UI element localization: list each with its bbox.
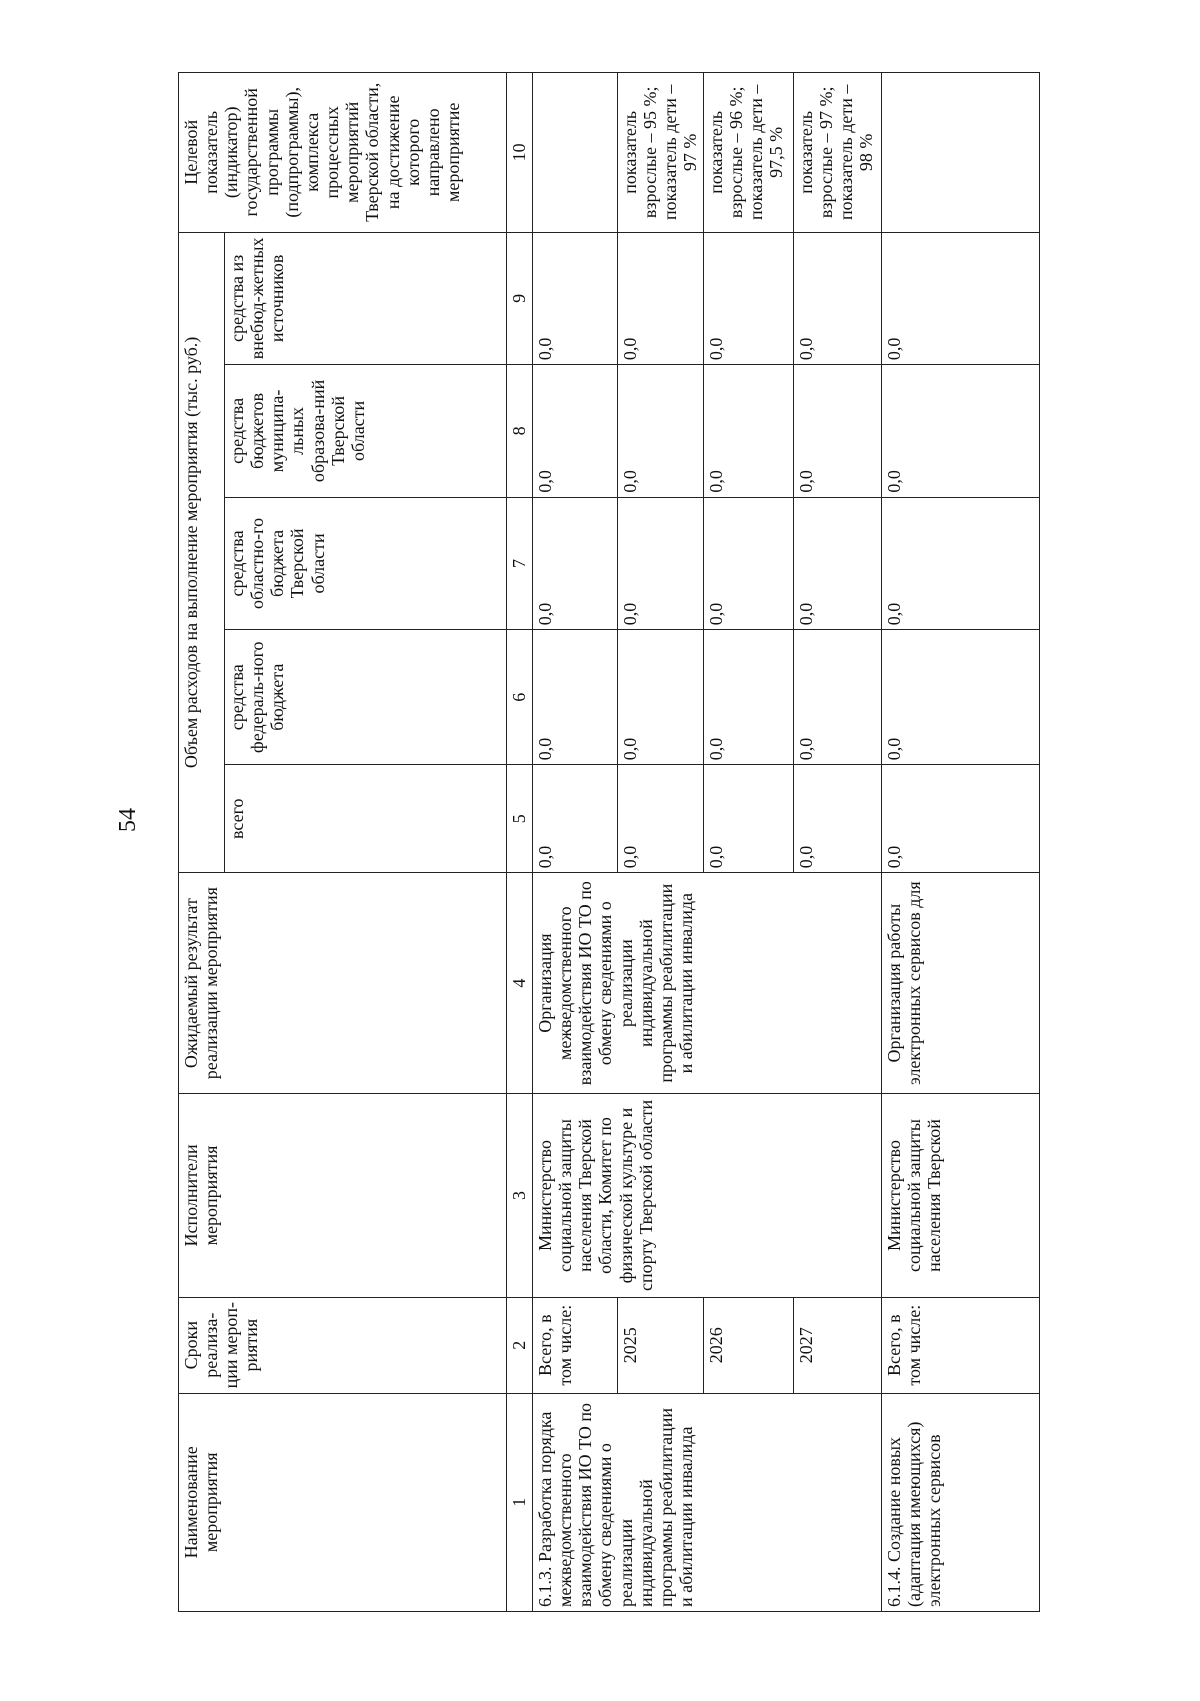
header-period: Сроки реализа-ции мероп-риятия (179, 1297, 507, 1393)
page-number: 54 (115, 808, 141, 832)
header-regional: средства областно-го бюджета Тверской области (225, 497, 507, 630)
target-indicator (881, 73, 1039, 233)
value-federal: 0,0 (793, 630, 881, 765)
value-extrabudget: 0,0 (881, 232, 1039, 365)
column-number: 6 (507, 630, 533, 765)
rotated-table-container (178, 72, 1033, 1612)
value-extrabudget: 0,0 (618, 232, 704, 365)
value-total: 0,0 (793, 765, 881, 873)
period-label: 2027 (793, 1297, 881, 1393)
value-regional: 0,0 (881, 497, 1039, 630)
period-label: 2025 (618, 1297, 704, 1393)
value-extrabudget: 0,0 (703, 232, 793, 365)
table-row (881, 73, 1039, 1612)
table-row (618, 73, 704, 1612)
column-number: 8 (507, 365, 533, 498)
value-regional: 0,0 (618, 497, 704, 630)
period-label: Всего, в том числе: (533, 1297, 618, 1393)
table-row (703, 73, 793, 1612)
activity-name: 6.1.3. Разработка порядка межведомственного взаимодействия ИО ТО по обмену сведениями о реализации индивидуальной программы реабилитации и абилитации инвалида (533, 1393, 882, 1611)
value-regional: 0,0 (703, 497, 793, 630)
target-indicator: показатель взрослые – 97 %; показатель дети – 98 % (793, 73, 881, 233)
value-total: 0,0 (618, 765, 704, 873)
table-row (793, 73, 881, 1612)
column-number: 3 (507, 1094, 533, 1298)
value-total: 0,0 (881, 765, 1039, 873)
period-label: Всего, в том числе: (881, 1297, 1039, 1393)
value-extrabudget: 0,0 (793, 232, 881, 365)
column-number: 1 (507, 1393, 533, 1611)
column-number: 10 (507, 73, 533, 233)
value-federal: 0,0 (881, 630, 1039, 765)
value-municipal: 0,0 (793, 365, 881, 498)
column-number: 5 (507, 765, 533, 873)
value-regional: 0,0 (533, 497, 618, 630)
column-number: 9 (507, 232, 533, 365)
header-federal: средства федераль-ного бюджета (225, 630, 507, 765)
value-municipal: 0,0 (533, 365, 618, 498)
header-municipal: средства бюджетов муниципа-льных образова-ний Тверской области (225, 365, 507, 498)
column-number: 2 (507, 1297, 533, 1393)
executors: Министерство социальной защиты населения Тверской (881, 1094, 1039, 1298)
header-target: Целевой показатель (индикатор) государственной программы (подпрограммы), комплекса процессных мероприятий Тверской области, на достижение которого направлено мероприятие (179, 73, 507, 233)
target-indicator: показатель взрослые – 95 %; показатель дети – 97 % (618, 73, 704, 233)
value-total: 0,0 (533, 765, 618, 873)
target-indicator: показатель взрослые – 96 %; показатель дети – 97,5 % (703, 73, 793, 233)
column-number: 4 (507, 873, 533, 1094)
executors: Министерство социальной защиты населения Тверской области, Комитет по физической культуре и спорту Тверской области (533, 1094, 882, 1298)
expected-result: Организация межведомственного взаимодействия ИО ТО по обмену сведениями о реализации индивидуальной программы реабилитации и абилитации инвалида (533, 873, 882, 1094)
value-municipal: 0,0 (618, 365, 704, 498)
header-name: Наименование мероприятия (179, 1393, 507, 1611)
value-municipal: 0,0 (703, 365, 793, 498)
header-total: всего (225, 765, 507, 873)
header-executors: Исполнители мероприятия (179, 1094, 507, 1298)
value-extrabudget: 0,0 (533, 232, 618, 365)
header-result: Ожидаемый результат реализации мероприятия (179, 873, 507, 1094)
activity-name: 6.1.4. Создание новых (адаптация имеющихся) электронных сервисов (881, 1393, 1039, 1611)
value-regional: 0,0 (793, 497, 881, 630)
value-total: 0,0 (703, 765, 793, 873)
column-number: 7 (507, 497, 533, 630)
activities-table (178, 72, 1040, 1612)
table-row (533, 73, 618, 1612)
value-federal: 0,0 (618, 630, 704, 765)
value-municipal: 0,0 (881, 365, 1039, 498)
expected-result: Организация работы электронных сервисов для (881, 873, 1039, 1094)
value-federal: 0,0 (703, 630, 793, 765)
header-extrabudget: средства из внебюд-жетных источников (225, 232, 507, 365)
table-frame (178, 72, 1033, 1612)
column-number-row (507, 73, 533, 1612)
period-label: 2026 (703, 1297, 793, 1393)
header-expenses-group: Объем расходов на выполнение мероприятия (тыс. руб.) (179, 232, 225, 873)
target-indicator (533, 73, 618, 233)
value-federal: 0,0 (533, 630, 618, 765)
